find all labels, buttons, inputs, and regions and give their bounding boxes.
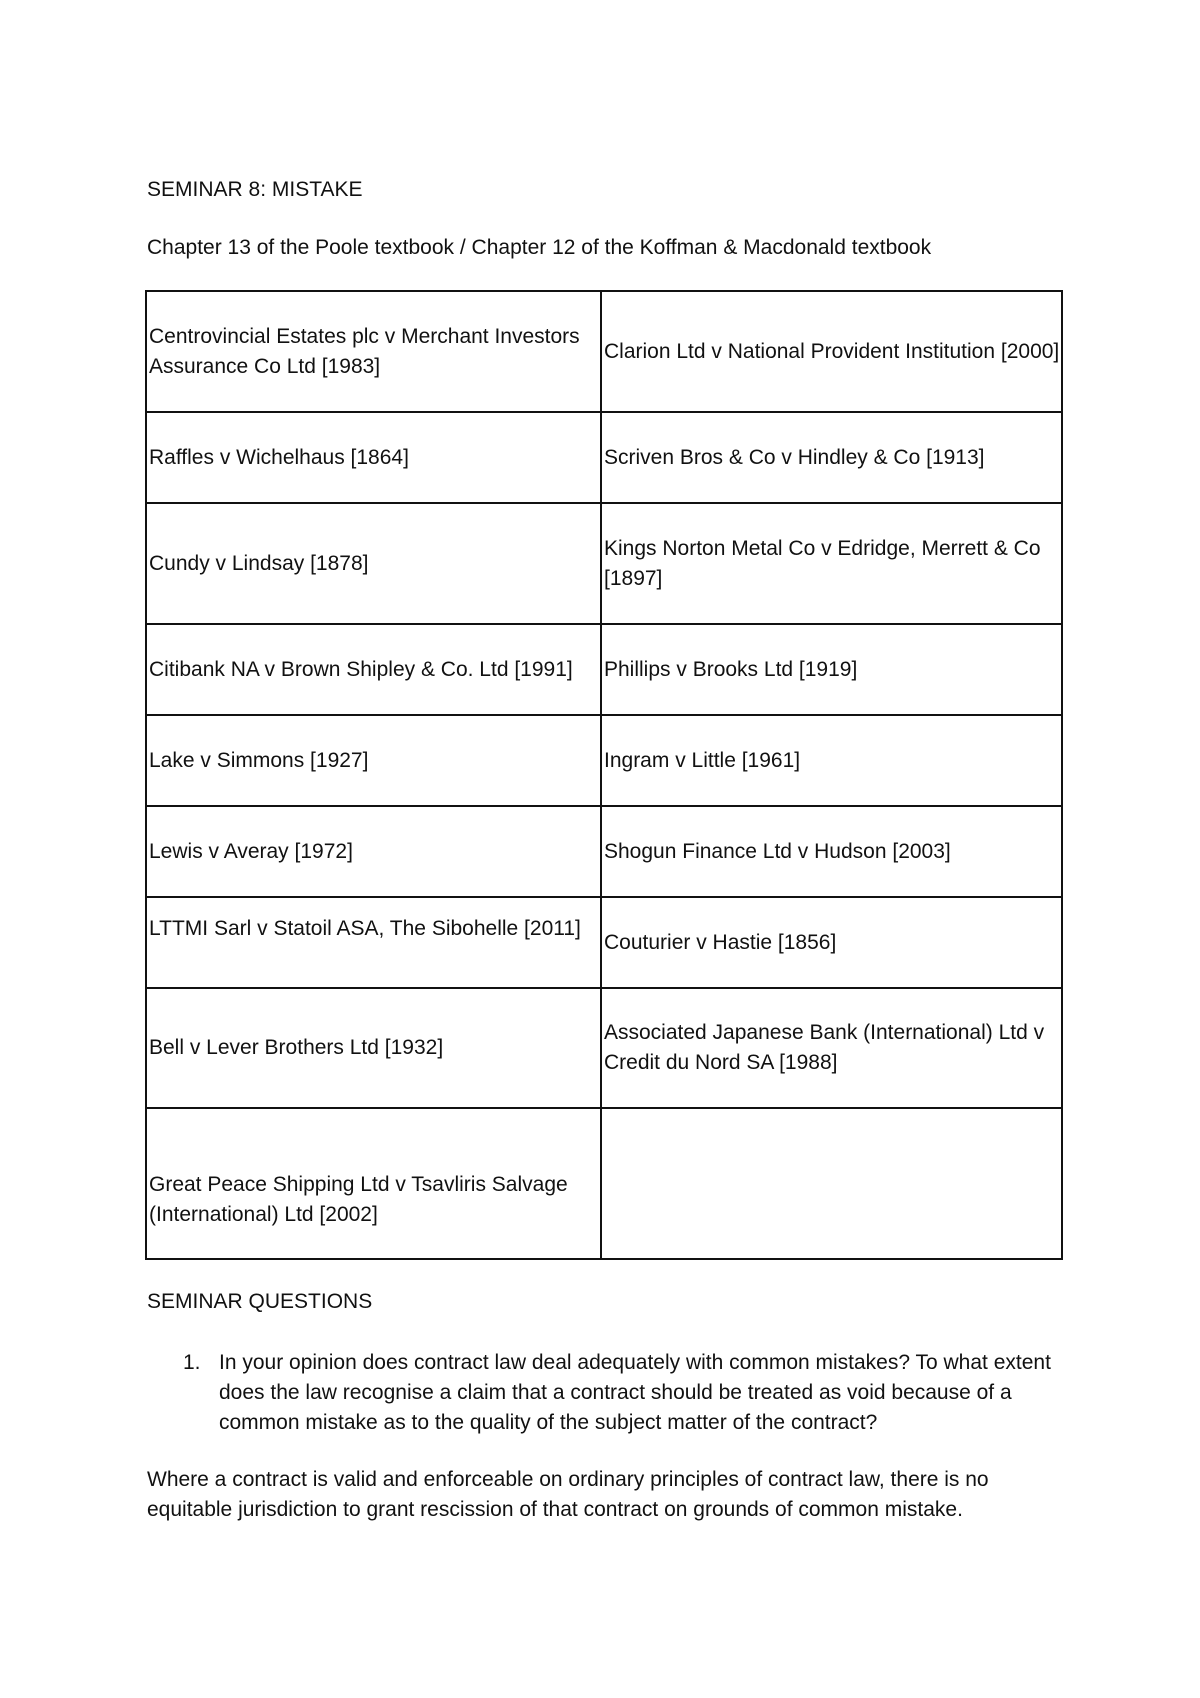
case-cell: Citibank NA v Brown Shipley & Co. Ltd [1991] (146, 624, 601, 715)
case-cell: Cundy v Lindsay [1878] (146, 503, 601, 624)
case-cell: Ingram v Little [1961] (601, 715, 1062, 806)
case-cell (146, 897, 601, 988)
cases-table (145, 290, 1063, 1260)
table-row (146, 412, 1062, 503)
case-cell: Centrovincial Estates plc v Merchant Investors Assurance Co Ltd [1983] (146, 291, 601, 412)
table-row (146, 988, 1062, 1108)
case-cell (146, 1108, 601, 1259)
table-row (146, 1108, 1062, 1259)
case-cell: Lake v Simmons [1927] (146, 715, 601, 806)
table-row (146, 806, 1062, 897)
question-text: In your opinion does contract law deal adequately with common mistakes? To what extent does the law recognise a claim that a contract should be treated as void because of a common mistake as to the quality of the subject matter of the contract? (219, 1351, 1051, 1434)
case-cell: Kings Norton Metal Co v Edridge, Merrett & Co [1897] (601, 503, 1062, 624)
page-title: SEMINAR 8: MISTAKE (147, 178, 363, 201)
case-cell: Shogun Finance Ltd v Hudson [2003] (601, 806, 1062, 897)
table-row (146, 291, 1062, 412)
case-cell-text: LTTMI Sarl v Statoil ASA, The Sibohelle [2011] (149, 916, 581, 940)
table-row (146, 897, 1062, 988)
case-cell: Scriven Bros & Co v Hindley & Co [1913] (601, 412, 1062, 503)
table-row (146, 715, 1062, 806)
question-item (183, 1348, 1063, 1438)
case-cell: Bell v Lever Brothers Ltd [1932] (146, 988, 601, 1108)
case-cell: Associated Japanese Bank (International) Ltd v Credit du Nord SA [1988] (601, 988, 1062, 1108)
case-cell: Couturier v Hastie [1856] (601, 897, 1062, 988)
case-cell: Phillips v Brooks Ltd [1919] (601, 624, 1062, 715)
table-row (146, 503, 1062, 624)
answer-paragraph: Where a contract is valid and enforceable on ordinary principles of contract law, there is no equitable jurisdiction to grant rescission of that contract on grounds of common mistake. (147, 1468, 989, 1521)
reading-reference: Chapter 13 of the Poole textbook / Chapter 12 of the Koffman & Macdonald textbook (147, 236, 932, 259)
empty-case-cell (601, 1108, 1062, 1259)
table-row (146, 624, 1062, 715)
case-cell: Clarion Ltd v National Provident Institution [2000] (601, 291, 1062, 412)
seminar-questions-heading: SEMINAR QUESTIONS (147, 1290, 373, 1313)
question-number: 1. (183, 1351, 201, 1374)
case-cell-text: Great Peace Shipping Ltd v Tsavliris Salvage (International) Ltd [2002] (149, 1172, 568, 1226)
case-cell: Lewis v Averay [1972] (146, 806, 601, 897)
case-cell: Raffles v Wichelhaus [1864] (146, 412, 601, 503)
